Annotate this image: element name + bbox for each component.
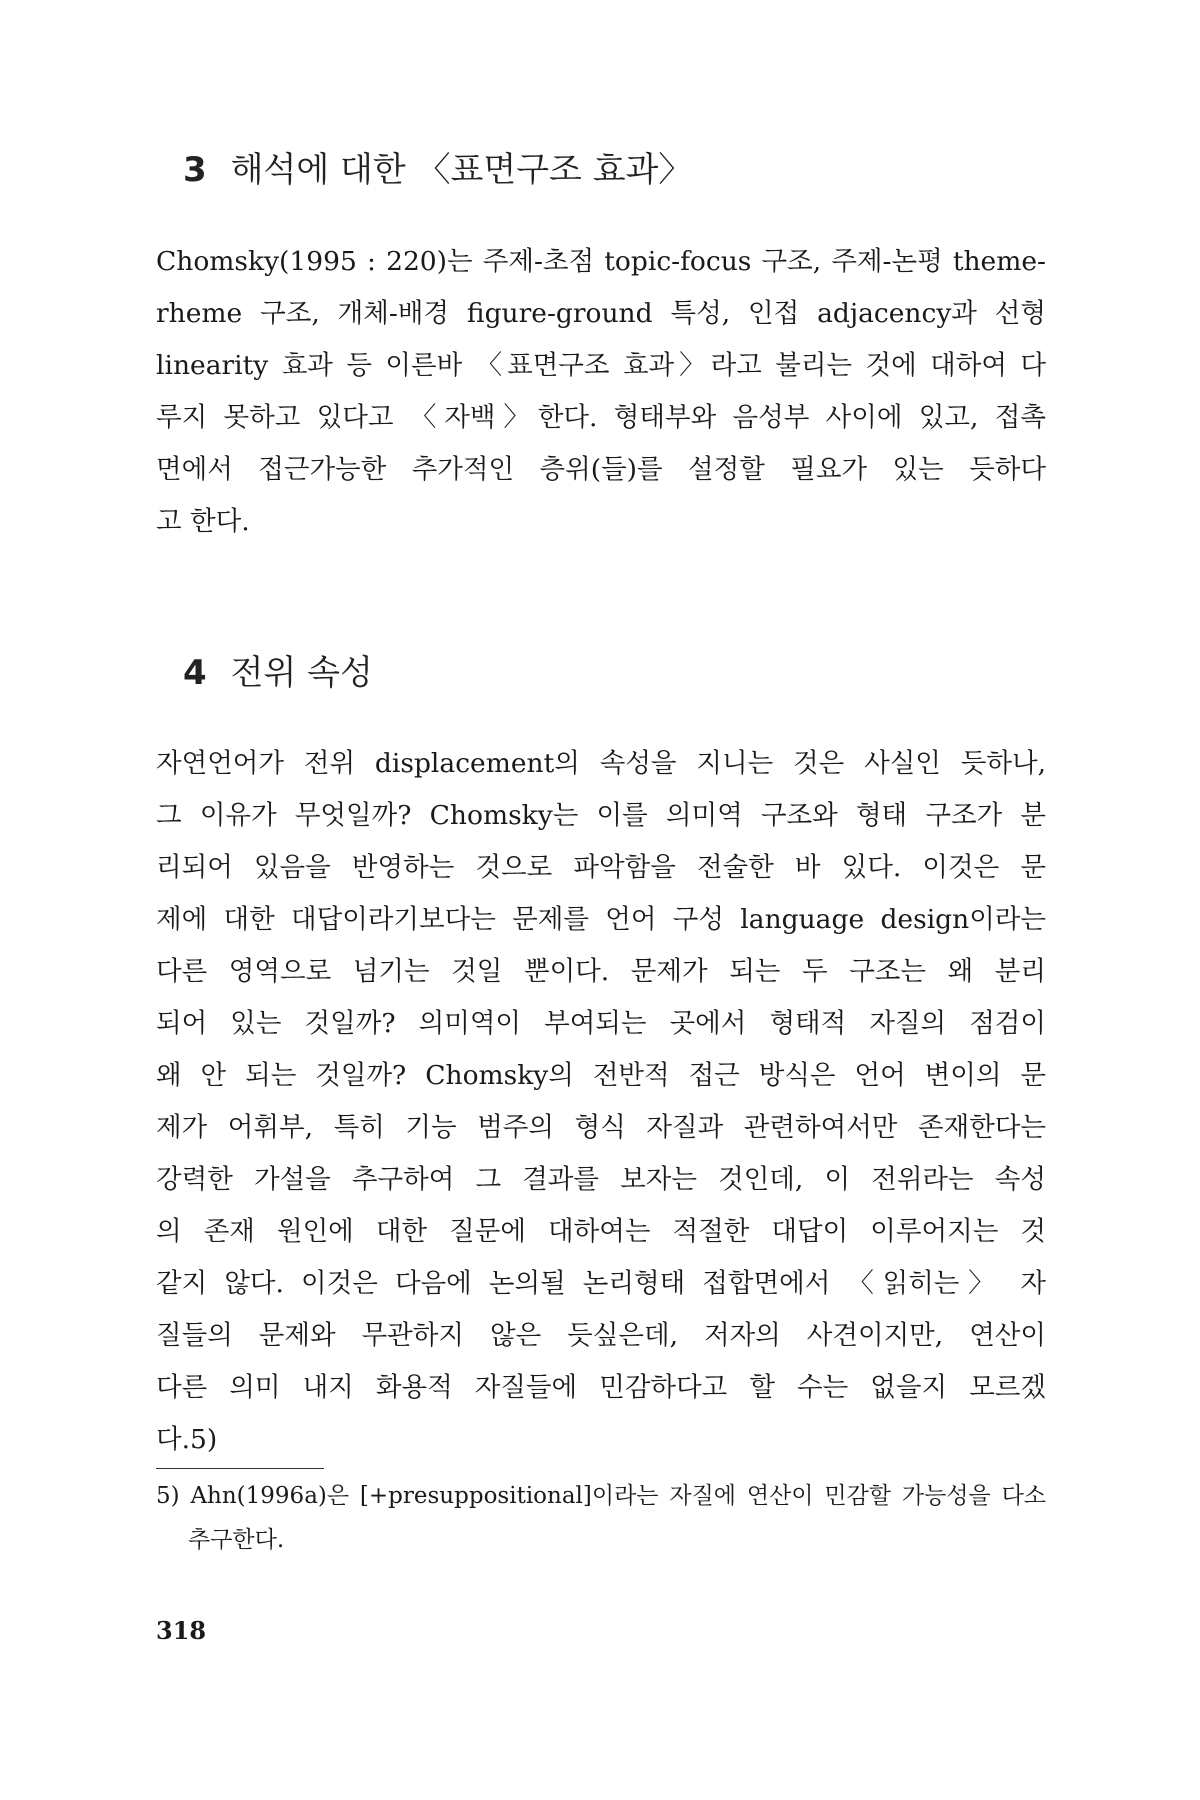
- paragraph-line: 루지 못하고 있다고 〈자백〉한다. 형태부와 음성부 사이에 있고, 접촉: [156, 402, 1046, 433]
- paragraph-line: 다.5): [156, 1424, 218, 1455]
- paragraph-line: 다른 의미 내지 화용적 자질들에 민감하다고 할 수는 없을지 모르겠: [156, 1372, 1046, 1403]
- page-number: 318: [156, 1616, 207, 1645]
- paragraph-line: rheme 구조, 개체-배경 figure-ground 특성, 인접 adjacency과 선형: [156, 298, 1046, 329]
- paragraph-line: 리되어 있음을 반영하는 것으로 파악함을 전술한 바 있다. 이것은 문: [156, 852, 1046, 883]
- section-3-heading: [183, 142, 692, 191]
- paragraph-line: 강력한 가설을 추구하여 그 결과를 보자는 것인데, 이 전위라는 속성: [156, 1164, 1046, 1195]
- section-3-number: 3: [183, 150, 207, 190]
- paragraph-line: 같지 않다. 이것은 다음에 논의될 논리형태 접합면에서 〈읽히는〉 자: [156, 1268, 1046, 1299]
- section-4-paragraph: [156, 738, 1046, 1466]
- section-4-number: 4: [183, 653, 207, 693]
- footnote-divider: [156, 1468, 324, 1469]
- section-4-title: 전위 속성: [230, 653, 373, 693]
- footnote-line: 추구한다.: [188, 1527, 285, 1553]
- footnote: [156, 1474, 1046, 1562]
- section-4-heading: [183, 645, 373, 694]
- section-3-paragraph: [156, 236, 1046, 548]
- paragraph-line: linearity 효과 등 이른바 〈표면구조 효과〉라고 불리는 것에 대하여 다: [156, 350, 1046, 381]
- paragraph-line: 다른 영역으로 넘기는 것일 뿐이다. 문제가 되는 두 구조는 왜 분리: [156, 956, 1046, 987]
- paragraph-line: 그 이유가 무엇일까? Chomsky는 이를 의미역 구조와 형태 구조가 분: [156, 800, 1046, 831]
- section-3-title: 해석에 대한 〈표면구조 효과〉: [230, 150, 693, 190]
- paragraph-line: Chomsky(1995 : 220)는 주제-초점 topic-focus 구조, 주제-논평 theme-: [156, 246, 1046, 277]
- paragraph-line: 의 존재 원인에 대한 질문에 대하여는 적절한 대답이 이루어지는 것: [156, 1216, 1046, 1247]
- footnote-line: 5) Ahn(1996a)은 [+presuppositional]이라는 자질에 연산이 민감할 가능성을 다소: [156, 1483, 1046, 1509]
- paragraph-line: 되어 있는 것일까? 의미역이 부여되는 곳에서 형태적 자질의 점검이: [156, 1008, 1046, 1039]
- paragraph-line: 왜 안 되는 것일까? Chomsky의 전반적 접근 방식은 언어 변이의 문: [156, 1060, 1046, 1091]
- paragraph-line: 질들의 문제와 무관하지 않은 듯싶은데, 저자의 사견이지만, 연산이: [156, 1320, 1046, 1351]
- paragraph-line: 면에서 접근가능한 추가적인 층위(들)를 설정할 필요가 있는 듯하다: [156, 454, 1046, 485]
- paragraph-line: 제에 대한 대답이라기보다는 문제를 언어 구성 language design이라는: [156, 904, 1046, 935]
- paragraph-line: 제가 어휘부, 특히 기능 범주의 형식 자질과 관련하여서만 존재한다는: [156, 1112, 1046, 1143]
- paragraph-line: 자연언어가 전위 displacement의 속성을 지니는 것은 사실인 듯하나,: [156, 748, 1046, 779]
- paragraph-line: 고 한다.: [156, 506, 250, 537]
